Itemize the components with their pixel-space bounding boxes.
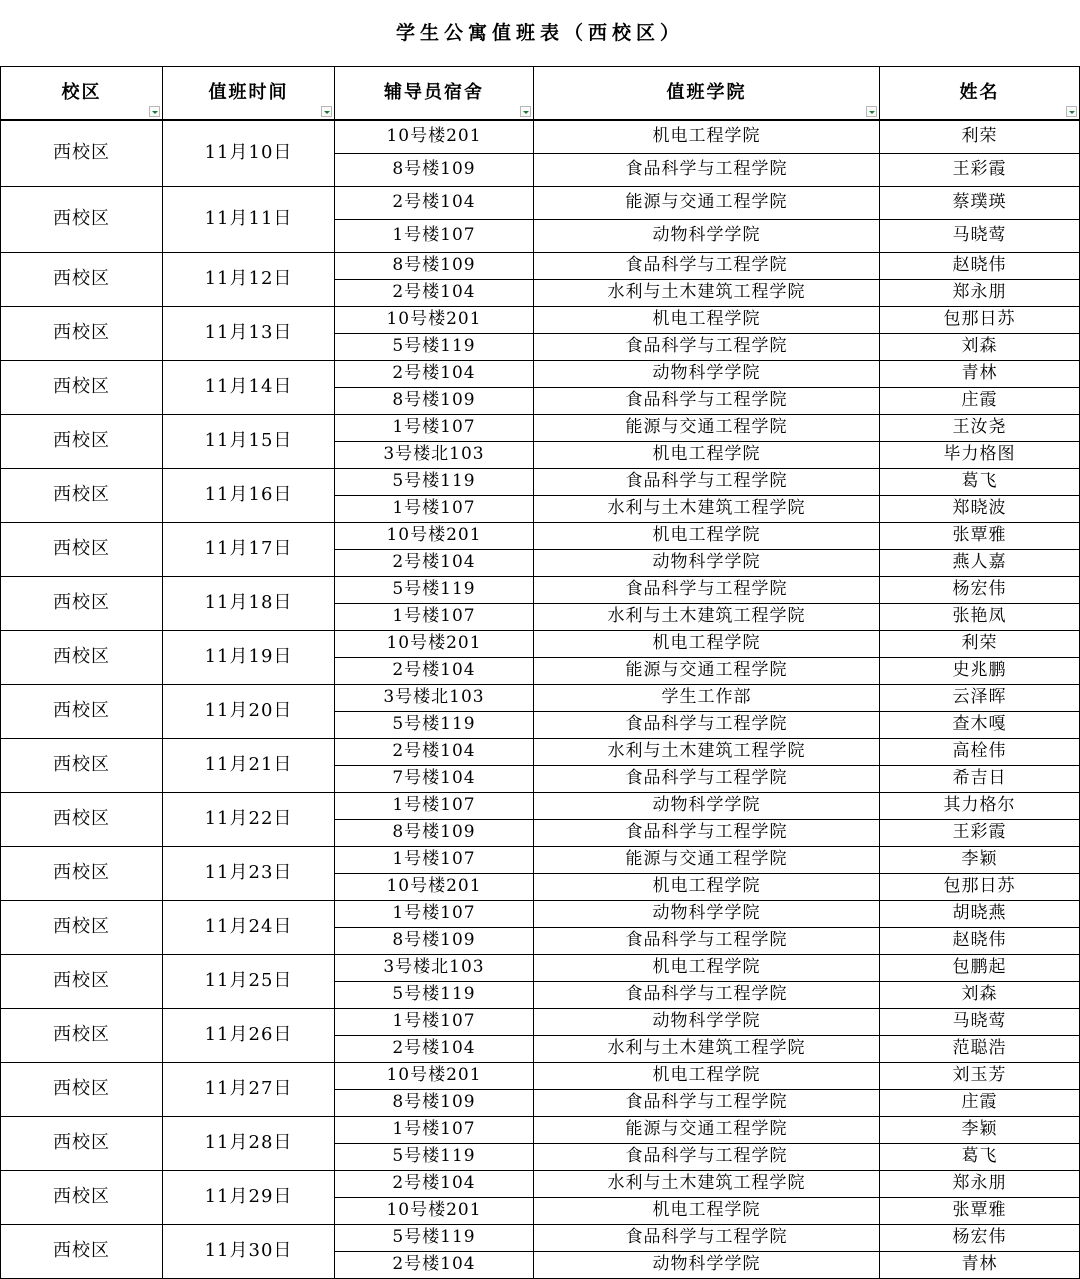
- cell-name[interactable]: 庄霞: [880, 1089, 1080, 1116]
- filter-dropdown-icon[interactable]: [321, 106, 332, 117]
- cell-name[interactable]: 庄霞: [880, 387, 1080, 414]
- table-row: [1, 1062, 1080, 1089]
- cell-college[interactable]: 动物科学学院: [534, 792, 880, 819]
- cell-campus[interactable]: 西校区: [1, 846, 163, 900]
- cell-name[interactable]: 青林: [880, 360, 1080, 387]
- table-row: [1, 120, 1080, 153]
- cell-college[interactable]: 食品科学与工程学院: [534, 711, 880, 738]
- cell-duty-date[interactable]: 11月28日: [163, 1116, 335, 1170]
- cell-counselor-dorm[interactable]: 10号楼201: [335, 1062, 534, 1089]
- cell-college[interactable]: 食品科学与工程学院: [534, 468, 880, 495]
- cell-college[interactable]: 机电工程学院: [534, 1062, 880, 1089]
- table-row: [1, 1116, 1080, 1143]
- table-row: [1, 522, 1080, 549]
- cell-campus[interactable]: 西校区: [1, 1116, 163, 1170]
- cell-counselor-dorm[interactable]: 5号楼119: [335, 576, 534, 603]
- cell-college[interactable]: 机电工程学院: [534, 954, 880, 981]
- table-row: [1, 954, 1080, 981]
- cell-counselor-dorm[interactable]: 1号楼107: [335, 1008, 534, 1035]
- cell-counselor-dorm[interactable]: 8号楼109: [335, 252, 534, 279]
- filter-dropdown-icon[interactable]: [149, 106, 160, 117]
- cell-college[interactable]: 食品科学与工程学院: [534, 252, 880, 279]
- cell-name[interactable]: 杨宏伟: [880, 1224, 1080, 1251]
- cell-counselor-dorm[interactable]: 10号楼201: [335, 522, 534, 549]
- cell-college[interactable]: 水利与土木建筑工程学院: [534, 603, 880, 630]
- cell-name[interactable]: 葛飞: [880, 1143, 1080, 1170]
- filter-dropdown-icon[interactable]: [520, 106, 531, 117]
- cell-counselor-dorm[interactable]: 7号楼104: [335, 765, 534, 792]
- cell-name[interactable]: 希吉日: [880, 765, 1080, 792]
- cell-college[interactable]: 食品科学与工程学院: [534, 927, 880, 954]
- cell-campus[interactable]: 西校区: [1, 252, 163, 306]
- cell-name[interactable]: 包鹏起: [880, 954, 1080, 981]
- cell-duty-date[interactable]: 11月18日: [163, 576, 335, 630]
- table-row: [1, 1170, 1080, 1197]
- cell-counselor-dorm[interactable]: 3号楼北103: [335, 441, 534, 468]
- table-row: [1, 846, 1080, 873]
- cell-college[interactable]: 能源与交通工程学院: [534, 186, 880, 219]
- cell-duty-date[interactable]: 11月26日: [163, 1008, 335, 1062]
- cell-name[interactable]: 李颖: [880, 1116, 1080, 1143]
- table-row: [1, 900, 1080, 927]
- sheet-title: 学生公寓值班表（西校区）: [395, 22, 684, 44]
- table-row: [1, 684, 1080, 711]
- table-row: [1, 252, 1080, 279]
- cell-campus[interactable]: 西校区: [1, 1224, 163, 1278]
- cell-duty-date[interactable]: 11月24日: [163, 900, 335, 954]
- cell-counselor-dorm[interactable]: 8号楼109: [335, 387, 534, 414]
- cell-college[interactable]: 水利与土木建筑工程学院: [534, 279, 880, 306]
- cell-counselor-dorm[interactable]: 1号楼107: [335, 1116, 534, 1143]
- cell-counselor-dorm[interactable]: 2号楼104: [335, 738, 534, 765]
- table-row: [1, 468, 1080, 495]
- cell-counselor-dorm[interactable]: 2号楼104: [335, 360, 534, 387]
- table-row: [1, 1224, 1080, 1251]
- cell-counselor-dorm[interactable]: 5号楼119: [335, 1224, 534, 1251]
- cell-duty-date[interactable]: 11月29日: [163, 1170, 335, 1224]
- cell-counselor-dorm[interactable]: 2号楼104: [335, 549, 534, 576]
- cell-college[interactable]: 食品科学与工程学院: [534, 1143, 880, 1170]
- cell-name[interactable]: 刘森: [880, 333, 1080, 360]
- cell-name[interactable]: 查木嘎: [880, 711, 1080, 738]
- cell-counselor-dorm[interactable]: 1号楼107: [335, 603, 534, 630]
- cell-name[interactable]: 包那日苏: [880, 306, 1080, 333]
- cell-campus[interactable]: 西校区: [1, 306, 163, 360]
- table-row: [1, 792, 1080, 819]
- cell-college[interactable]: 水利与土木建筑工程学院: [534, 495, 880, 522]
- cell-name[interactable]: 郑永朋: [880, 279, 1080, 306]
- cell-name[interactable]: 郑永朋: [880, 1170, 1080, 1197]
- cell-counselor-dorm[interactable]: 10号楼201: [335, 306, 534, 333]
- cell-campus[interactable]: 西校区: [1, 468, 163, 522]
- cell-campus[interactable]: 西校区: [1, 1008, 163, 1062]
- cell-counselor-dorm[interactable]: 2号楼104: [335, 1170, 534, 1197]
- cell-name[interactable]: 刘玉芳: [880, 1062, 1080, 1089]
- cell-name[interactable]: 云泽晖: [880, 684, 1080, 711]
- cell-counselor-dorm[interactable]: 1号楼107: [335, 495, 534, 522]
- cell-college[interactable]: 机电工程学院: [534, 522, 880, 549]
- cell-name[interactable]: 王彩霞: [880, 153, 1080, 186]
- column-header-counselor-dorm: [335, 67, 534, 121]
- cell-name[interactable]: 张覃雅: [880, 1197, 1080, 1224]
- cell-college[interactable]: 机电工程学院: [534, 1197, 880, 1224]
- cell-college[interactable]: 食品科学与工程学院: [534, 981, 880, 1008]
- cell-college[interactable]: 食品科学与工程学院: [534, 153, 880, 186]
- header-row: [1, 67, 1080, 121]
- cell-counselor-dorm[interactable]: 10号楼201: [335, 120, 534, 153]
- column-header-label: 值班时间: [208, 82, 289, 103]
- cell-college[interactable]: 动物科学学院: [534, 1008, 880, 1035]
- table-row: [1, 360, 1080, 387]
- column-header-label: 校区: [61, 82, 102, 103]
- cell-campus[interactable]: 西校区: [1, 1062, 163, 1116]
- cell-name[interactable]: 利荣: [880, 630, 1080, 657]
- cell-duty-date[interactable]: 11月20日: [163, 684, 335, 738]
- cell-campus[interactable]: 西校区: [1, 1170, 163, 1224]
- cell-college[interactable]: 机电工程学院: [534, 873, 880, 900]
- cell-college[interactable]: 能源与交通工程学院: [534, 657, 880, 684]
- cell-duty-date[interactable]: 11月27日: [163, 1062, 335, 1116]
- cell-college[interactable]: 能源与交通工程学院: [534, 414, 880, 441]
- cell-college[interactable]: 水利与土木建筑工程学院: [534, 738, 880, 765]
- cell-name[interactable]: 杨宏伟: [880, 576, 1080, 603]
- cell-duty-date[interactable]: 11月22日: [163, 792, 335, 846]
- cell-name[interactable]: 王彩霞: [880, 819, 1080, 846]
- cell-duty-date[interactable]: 11月11日: [163, 186, 335, 252]
- cell-counselor-dorm[interactable]: 10号楼201: [335, 1197, 534, 1224]
- cell-counselor-dorm[interactable]: 8号楼109: [335, 819, 534, 846]
- cell-campus[interactable]: 西校区: [1, 684, 163, 738]
- column-header-label: 辅导员宿舍: [384, 82, 484, 103]
- cell-college[interactable]: 动物科学学院: [534, 549, 880, 576]
- cell-name[interactable]: 范聪浩: [880, 1035, 1080, 1062]
- cell-college[interactable]: 机电工程学院: [534, 441, 880, 468]
- cell-counselor-dorm[interactable]: 10号楼201: [335, 873, 534, 900]
- cell-counselor-dorm[interactable]: 1号楼107: [335, 219, 534, 252]
- cell-name[interactable]: 高栓伟: [880, 738, 1080, 765]
- cell-campus[interactable]: 西校区: [1, 186, 163, 252]
- cell-counselor-dorm[interactable]: 10号楼201: [335, 630, 534, 657]
- cell-name[interactable]: 毕力格图: [880, 441, 1080, 468]
- cell-college[interactable]: 水利与土木建筑工程学院: [534, 1035, 880, 1062]
- cell-name[interactable]: 包那日苏: [880, 873, 1080, 900]
- cell-duty-date[interactable]: 11月13日: [163, 306, 335, 360]
- cell-duty-date[interactable]: 11月12日: [163, 252, 335, 306]
- cell-counselor-dorm[interactable]: 1号楼107: [335, 900, 534, 927]
- cell-name[interactable]: 李颖: [880, 846, 1080, 873]
- cell-campus[interactable]: 西校区: [1, 414, 163, 468]
- cell-name[interactable]: 马晓莺: [880, 1008, 1080, 1035]
- cell-campus[interactable]: 西校区: [1, 630, 163, 684]
- cell-campus[interactable]: 西校区: [1, 900, 163, 954]
- cell-counselor-dorm[interactable]: 8号楼109: [335, 1089, 534, 1116]
- cell-campus[interactable]: 西校区: [1, 522, 163, 576]
- cell-college[interactable]: 机电工程学院: [534, 630, 880, 657]
- cell-duty-date[interactable]: 11月21日: [163, 738, 335, 792]
- cell-duty-date[interactable]: 11月30日: [163, 1224, 335, 1278]
- cell-counselor-dorm[interactable]: 8号楼109: [335, 927, 534, 954]
- cell-name[interactable]: 郑晓波: [880, 495, 1080, 522]
- cell-college[interactable]: 动物科学学院: [534, 360, 880, 387]
- cell-college[interactable]: 能源与交通工程学院: [534, 1116, 880, 1143]
- table-row: [1, 186, 1080, 219]
- cell-college[interactable]: 食品科学与工程学院: [534, 576, 880, 603]
- cell-name[interactable]: 胡晓燕: [880, 900, 1080, 927]
- column-header-college: [534, 67, 880, 121]
- cell-counselor-dorm[interactable]: 1号楼107: [335, 846, 534, 873]
- cell-name[interactable]: 史兆鹏: [880, 657, 1080, 684]
- cell-college[interactable]: 食品科学与工程学院: [534, 333, 880, 360]
- table-row: [1, 576, 1080, 603]
- cell-counselor-dorm[interactable]: 5号楼119: [335, 1143, 534, 1170]
- cell-college[interactable]: 食品科学与工程学院: [534, 387, 880, 414]
- cell-counselor-dorm[interactable]: 2号楼104: [335, 1035, 534, 1062]
- cell-name[interactable]: 燕人嘉: [880, 549, 1080, 576]
- cell-name[interactable]: 赵晓伟: [880, 252, 1080, 279]
- cell-name[interactable]: 张艳凤: [880, 603, 1080, 630]
- cell-college[interactable]: 水利与土木建筑工程学院: [534, 1170, 880, 1197]
- table-body: [1, 120, 1080, 1278]
- cell-duty-date[interactable]: 11月23日: [163, 846, 335, 900]
- cell-counselor-dorm[interactable]: 2号楼104: [335, 186, 534, 219]
- table-row: [1, 414, 1080, 441]
- cell-counselor-dorm[interactable]: 5号楼119: [335, 981, 534, 1008]
- cell-campus[interactable]: 西校区: [1, 576, 163, 630]
- filter-dropdown-icon[interactable]: [1066, 106, 1077, 117]
- cell-college[interactable]: 食品科学与工程学院: [534, 819, 880, 846]
- cell-counselor-dorm[interactable]: 8号楼109: [335, 153, 534, 186]
- cell-counselor-dorm[interactable]: 2号楼104: [335, 1251, 534, 1278]
- cell-name[interactable]: 赵晓伟: [880, 927, 1080, 954]
- cell-college[interactable]: 食品科学与工程学院: [534, 1089, 880, 1116]
- cell-name[interactable]: 刘森: [880, 981, 1080, 1008]
- cell-campus[interactable]: 西校区: [1, 360, 163, 414]
- cell-campus[interactable]: 西校区: [1, 120, 163, 186]
- cell-duty-date[interactable]: 11月10日: [163, 120, 335, 186]
- column-header-label: 姓名: [959, 82, 1000, 103]
- duty-schedule-table: [0, 66, 1080, 1279]
- cell-counselor-dorm[interactable]: 5号楼119: [335, 468, 534, 495]
- cell-counselor-dorm[interactable]: 3号楼北103: [335, 684, 534, 711]
- cell-duty-date[interactable]: 11月19日: [163, 630, 335, 684]
- cell-counselor-dorm[interactable]: 5号楼119: [335, 711, 534, 738]
- cell-name[interactable]: 王汝尧: [880, 414, 1080, 441]
- cell-campus[interactable]: 西校区: [1, 954, 163, 1008]
- cell-counselor-dorm[interactable]: 2号楼104: [335, 279, 534, 306]
- cell-name[interactable]: 青林: [880, 1251, 1080, 1278]
- cell-name[interactable]: 葛飞: [880, 468, 1080, 495]
- cell-name[interactable]: 利荣: [880, 120, 1080, 153]
- cell-college[interactable]: 动物科学学院: [534, 1251, 880, 1278]
- table-row: [1, 1008, 1080, 1035]
- filter-dropdown-icon[interactable]: [866, 106, 877, 117]
- cell-campus[interactable]: 西校区: [1, 738, 163, 792]
- cell-college[interactable]: 食品科学与工程学院: [534, 765, 880, 792]
- cell-duty-date[interactable]: 11月25日: [163, 954, 335, 1008]
- cell-college[interactable]: 能源与交通工程学院: [534, 846, 880, 873]
- cell-counselor-dorm[interactable]: 3号楼北103: [335, 954, 534, 981]
- cell-duty-date[interactable]: 11月14日: [163, 360, 335, 414]
- cell-name[interactable]: 张覃雅: [880, 522, 1080, 549]
- cell-college[interactable]: 学生工作部: [534, 684, 880, 711]
- table-row: [1, 630, 1080, 657]
- cell-counselor-dorm[interactable]: 1号楼107: [335, 414, 534, 441]
- column-header-label: 值班学院: [666, 82, 747, 103]
- cell-name[interactable]: 其力格尔: [880, 792, 1080, 819]
- cell-counselor-dorm[interactable]: 1号楼107: [335, 792, 534, 819]
- cell-college[interactable]: 机电工程学院: [534, 306, 880, 333]
- cell-college[interactable]: 动物科学学院: [534, 219, 880, 252]
- cell-name[interactable]: 蔡璞瑛: [880, 186, 1080, 219]
- column-header-name: [880, 67, 1080, 121]
- cell-college[interactable]: 食品科学与工程学院: [534, 1224, 880, 1251]
- column-header-campus: [1, 67, 163, 121]
- cell-duty-date[interactable]: 11月16日: [163, 468, 335, 522]
- cell-campus[interactable]: 西校区: [1, 792, 163, 846]
- cell-duty-date[interactable]: 11月17日: [163, 522, 335, 576]
- cell-duty-date[interactable]: 11月15日: [163, 414, 335, 468]
- cell-college[interactable]: 动物科学学院: [534, 900, 880, 927]
- column-header-duty-time: [163, 67, 335, 121]
- table-row: [1, 306, 1080, 333]
- cell-name[interactable]: 马晓莺: [880, 219, 1080, 252]
- cell-counselor-dorm[interactable]: 2号楼104: [335, 657, 534, 684]
- table-row: [1, 738, 1080, 765]
- cell-counselor-dorm[interactable]: 5号楼119: [335, 333, 534, 360]
- cell-college[interactable]: 机电工程学院: [534, 120, 880, 153]
